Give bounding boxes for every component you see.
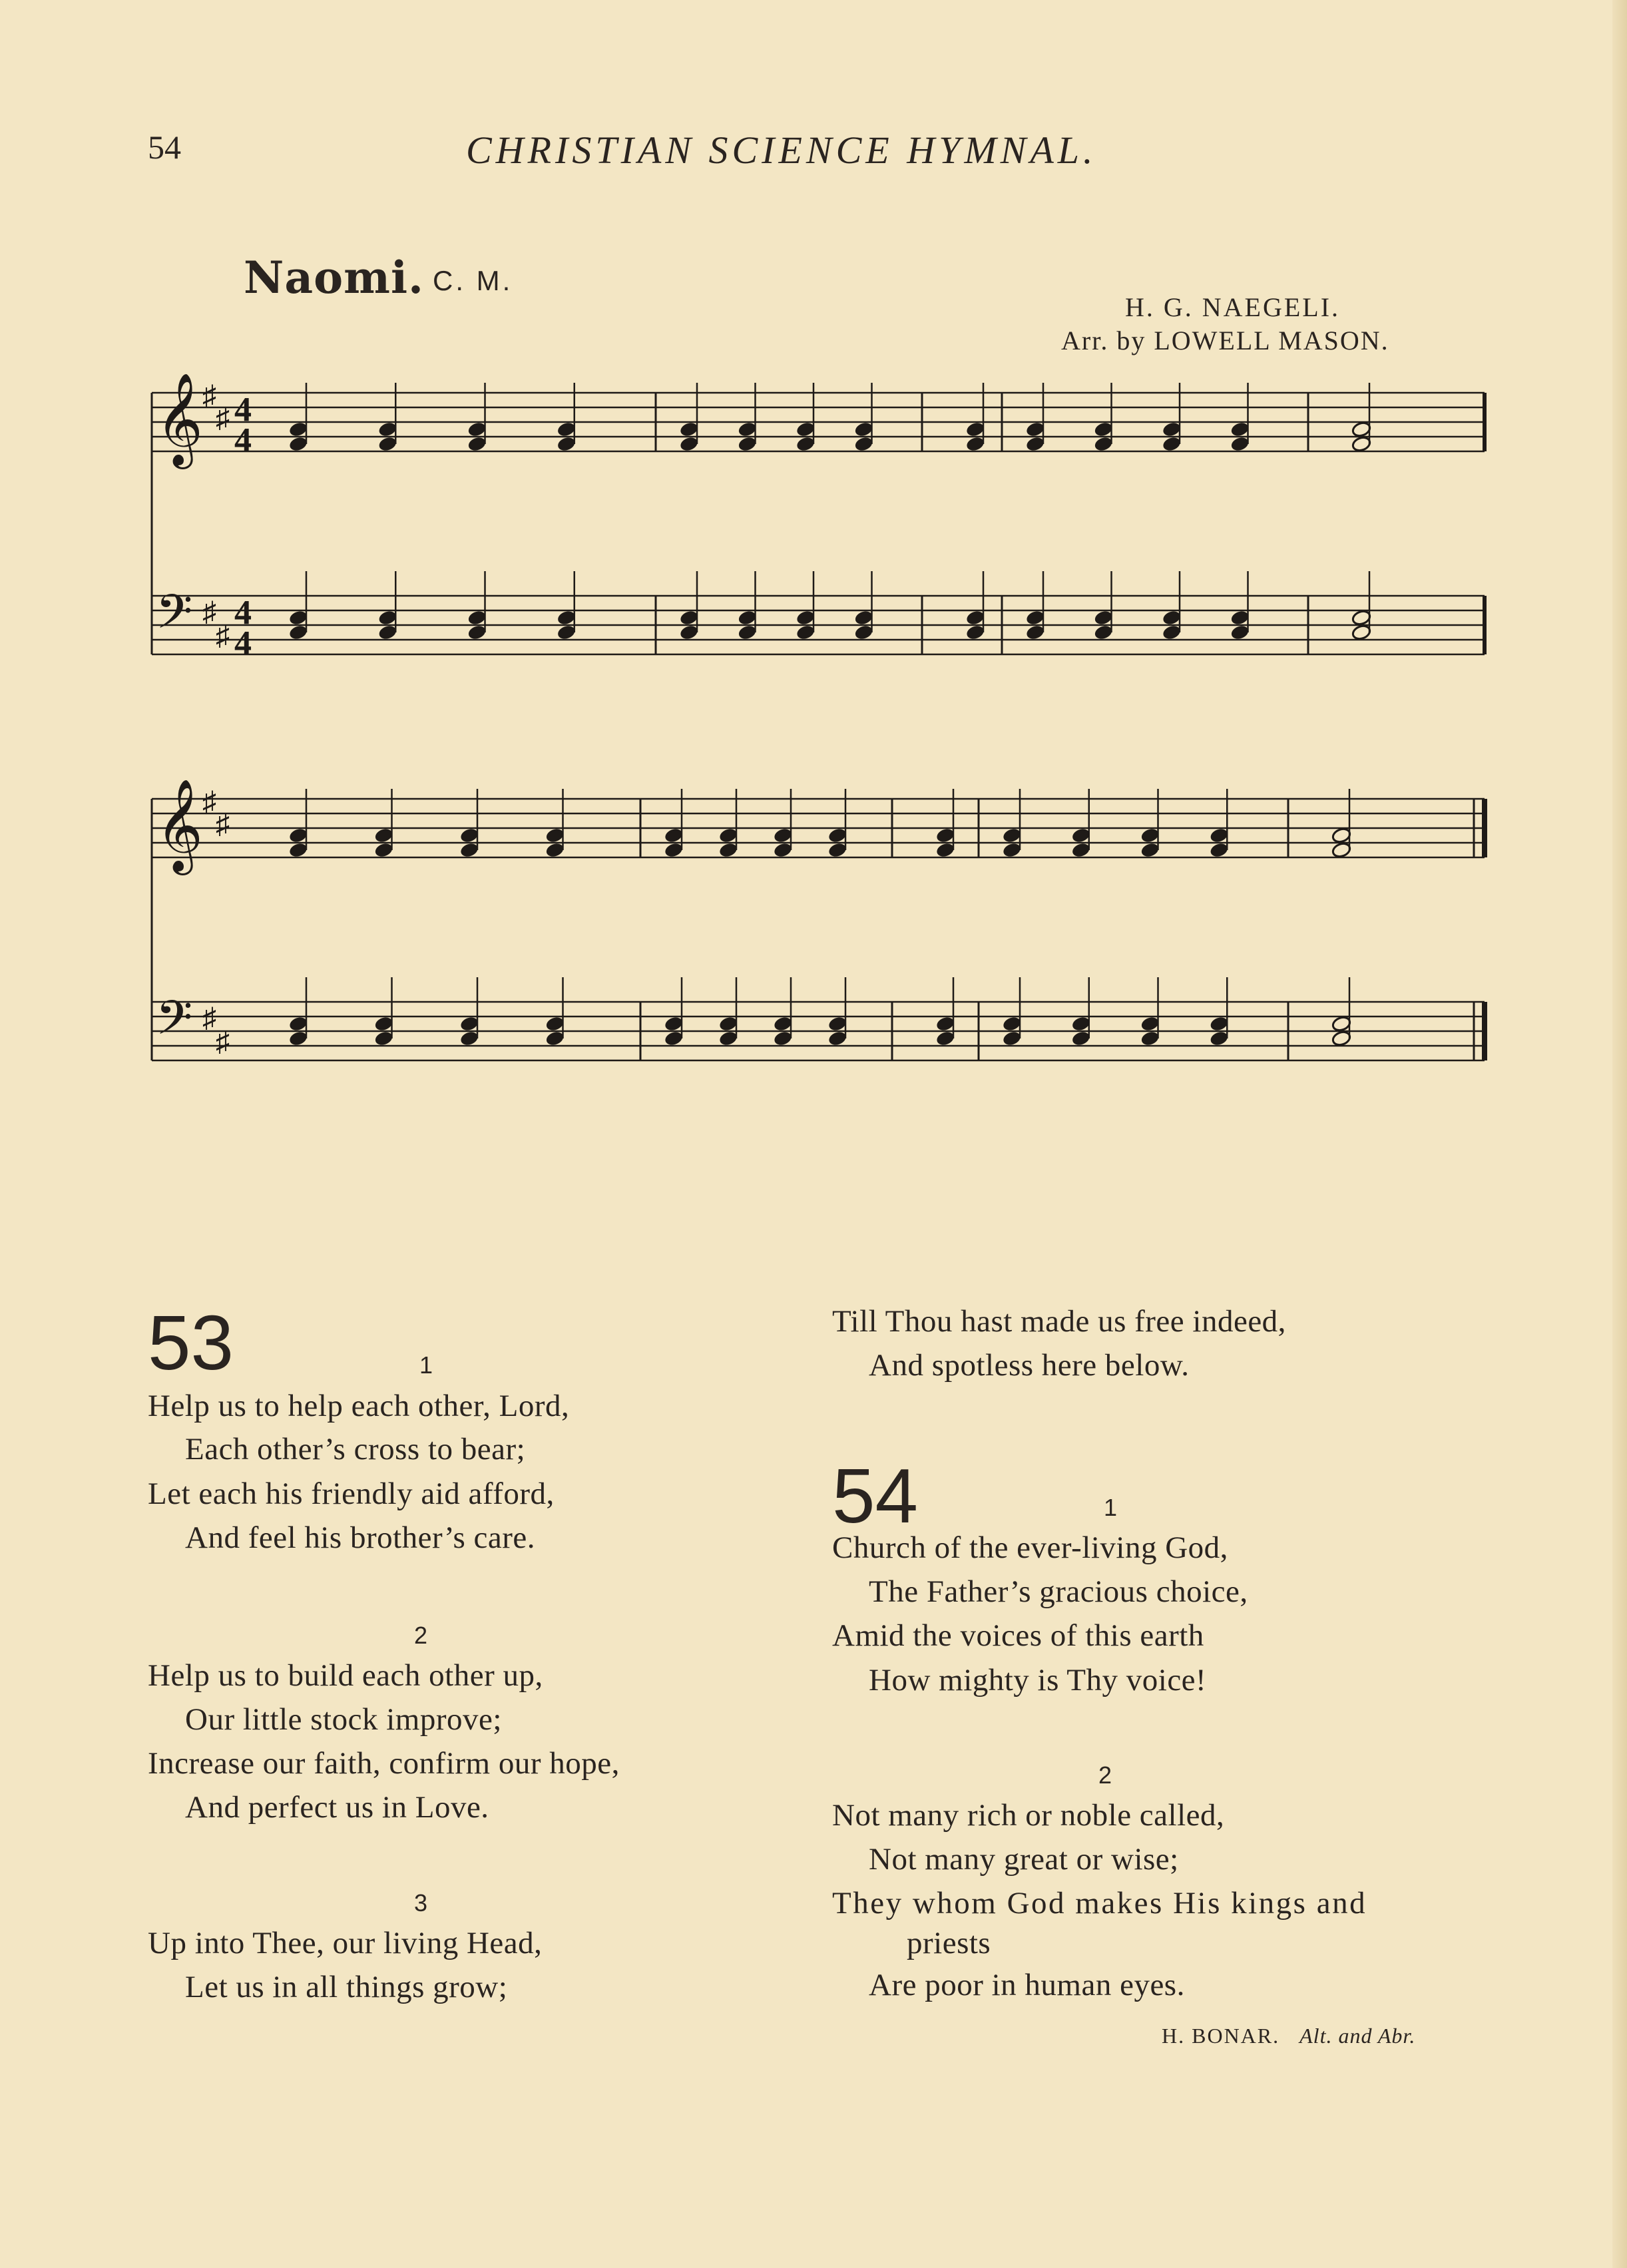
note-head (1093, 421, 1114, 438)
note-head (373, 827, 394, 844)
note-head (1331, 827, 1352, 844)
note-head (796, 609, 816, 626)
note-head (1070, 1030, 1091, 1047)
note-head (737, 624, 758, 641)
note-head (1002, 827, 1023, 844)
verse-line: Our little stock improve; (185, 1702, 502, 1737)
note-head (965, 421, 986, 438)
note-head (718, 841, 739, 859)
verse-number: 2 (1098, 1761, 1112, 1789)
note-head (288, 624, 309, 641)
verse-line: Help us to help each other, Lord, (148, 1389, 570, 1423)
note-head (1093, 435, 1114, 453)
verse-line: And spotless here below. (869, 1348, 1190, 1383)
note-head (679, 624, 700, 641)
page-number: 54 (148, 128, 181, 166)
note-head (459, 1015, 480, 1032)
verse-line: priests (907, 1926, 991, 1960)
note-head (1025, 624, 1046, 641)
treble-clef: 𝄞 (156, 779, 203, 871)
verse-line: Up into Thee, our living Head, (148, 1926, 543, 1960)
key-sharp: ♯ (216, 621, 230, 652)
bass-clef: 𝄢 (156, 584, 193, 651)
note-head (935, 827, 956, 844)
key-sharp: ♯ (216, 809, 230, 840)
note-head (545, 1015, 565, 1032)
note-head (1331, 841, 1352, 859)
note-head (377, 609, 398, 626)
note-head (377, 624, 398, 641)
treble-clef: 𝄞 (156, 373, 203, 465)
note-head (1351, 421, 1372, 438)
verse-line: Church of the ever-living God, (832, 1530, 1228, 1565)
note-head (1002, 841, 1023, 859)
music-score (0, 0, 1627, 1132)
note-head (796, 421, 816, 438)
note-head (965, 624, 986, 641)
hymn-credit (1162, 2024, 1415, 2048)
verse-line: How mighty is Thy voice! (869, 1663, 1207, 1698)
note-head (737, 609, 758, 626)
verse-line: Each other’s cross to bear; (185, 1432, 526, 1467)
hymn-number-53: 53 (148, 1299, 234, 1386)
note-head (373, 1015, 394, 1032)
note-head (853, 609, 874, 626)
note-head (1230, 435, 1250, 453)
note-head (556, 609, 577, 626)
time-signature-top: 4 (234, 594, 252, 632)
note-head (288, 421, 309, 438)
note-head (1162, 421, 1182, 438)
key-sharp: ♯ (202, 787, 216, 817)
note-head (853, 421, 874, 438)
credit-author: H. BONAR. (1162, 2024, 1280, 2048)
note-head (556, 421, 577, 438)
note-head (827, 841, 848, 859)
note-head (1230, 421, 1250, 438)
note-head (853, 624, 874, 641)
note-head (467, 435, 487, 453)
key-sharp: ♯ (202, 1003, 216, 1034)
key-sharp: ♯ (216, 403, 230, 434)
note-head (1230, 624, 1250, 641)
verse-number: 1 (1104, 1494, 1118, 1521)
note-head (664, 1030, 684, 1047)
note-head (718, 827, 739, 844)
key-sharp: ♯ (202, 597, 216, 628)
note-head (1162, 609, 1182, 626)
note-head (679, 435, 700, 453)
verse-line: Let each his friendly aid afford, (148, 1476, 555, 1511)
note-head (556, 435, 577, 453)
note-head (459, 841, 480, 859)
note-head (664, 1015, 684, 1032)
note-head (288, 827, 309, 844)
time-signature-bottom: 4 (234, 421, 252, 459)
time-signature-bottom: 4 (234, 624, 252, 662)
note-head (1140, 1015, 1160, 1032)
hymn-number-54: 54 (832, 1453, 919, 1539)
key-sharp: ♯ (216, 1027, 230, 1058)
note-head (737, 421, 758, 438)
note-head (718, 1015, 739, 1032)
note-head (935, 1030, 956, 1047)
note-head (288, 609, 309, 626)
note-head (773, 841, 794, 859)
note-head (288, 841, 309, 859)
note-head (288, 435, 309, 453)
note-head (1162, 435, 1182, 453)
note-head (1025, 609, 1046, 626)
note-head (679, 609, 700, 626)
note-head (1351, 624, 1372, 641)
note-head (1331, 1030, 1352, 1047)
note-head (773, 827, 794, 844)
note-head (1025, 421, 1046, 438)
verse-line: They whom God makes His kings and (832, 1886, 1367, 1921)
verse-line: Not many great or wise; (869, 1842, 1179, 1877)
note-head (377, 421, 398, 438)
verse-line: Amid the voices of this earth (832, 1618, 1204, 1653)
note-head (459, 827, 480, 844)
tune-name: Naomi. (244, 252, 424, 304)
note-head (1331, 1015, 1352, 1032)
verse-line: And feel his brother’s care. (185, 1520, 536, 1555)
note-head (664, 841, 684, 859)
note-head (1140, 1030, 1160, 1047)
note-head (467, 421, 487, 438)
verse-line: Are poor in human eyes. (869, 1968, 1185, 2002)
note-head (965, 435, 986, 453)
verse-line: Not many rich or noble called, (832, 1798, 1225, 1833)
note-head (773, 1030, 794, 1047)
note-head (373, 841, 394, 859)
note-head (796, 624, 816, 641)
note-head (459, 1030, 480, 1047)
note-head (288, 1030, 309, 1047)
verse-number: 2 (414, 1622, 428, 1649)
note-head (796, 435, 816, 453)
note-head (965, 609, 986, 626)
note-head (467, 624, 487, 641)
book-title: CHRISTIAN SCIENCE HYMNAL. (466, 128, 1097, 172)
key-sharp: ♯ (202, 381, 216, 411)
note-head (827, 827, 848, 844)
note-head (1351, 609, 1372, 626)
note-head (935, 1015, 956, 1032)
note-head (545, 841, 565, 859)
note-head (1140, 841, 1160, 859)
note-head (1070, 1015, 1091, 1032)
note-head (827, 1030, 848, 1047)
note-head (1070, 841, 1091, 859)
arranger-credit: Arr. by LOWELL MASON. (1061, 326, 1389, 355)
verse-number: 1 (419, 1351, 433, 1379)
note-head (1162, 624, 1182, 641)
note-head (1209, 827, 1230, 844)
note-head (1351, 435, 1372, 453)
verse-line: Increase our faith, confirm our hope, (148, 1746, 620, 1781)
tune-meter: C. M. (433, 265, 513, 296)
verse-line: Till Thou hast made us free indeed, (832, 1304, 1286, 1339)
note-head (737, 435, 758, 453)
verse-line: The Father’s gracious choice, (869, 1574, 1248, 1609)
note-head (827, 1015, 848, 1032)
note-head (556, 624, 577, 641)
note-head (935, 841, 956, 859)
bass-clef: 𝄢 (156, 991, 193, 1057)
note-head (679, 421, 700, 438)
note-head (718, 1030, 739, 1047)
note-head (1002, 1015, 1023, 1032)
note-head (373, 1030, 394, 1047)
note-head (545, 1030, 565, 1047)
note-head (853, 435, 874, 453)
verse-number: 3 (414, 1889, 428, 1917)
note-head (545, 827, 565, 844)
note-head (1070, 827, 1091, 844)
composer-credit: H. G. NAEGELI. (1125, 292, 1341, 322)
note-head (1002, 1030, 1023, 1047)
credit-note: Alt. and Abr. (1299, 2024, 1416, 2048)
note-head (773, 1015, 794, 1032)
note-head (377, 435, 398, 453)
note-head (1025, 435, 1046, 453)
note-head (1093, 624, 1114, 641)
note-head (1209, 1015, 1230, 1032)
note-head (1093, 609, 1114, 626)
note-head (664, 827, 684, 844)
note-head (1209, 1030, 1230, 1047)
note-head (1209, 841, 1230, 859)
time-signature-top: 4 (234, 391, 252, 429)
note-head (288, 1015, 309, 1032)
verse-line: And perfect us in Love. (185, 1790, 489, 1825)
verse-line: Help us to build each other up, (148, 1658, 543, 1693)
note-head (467, 609, 487, 626)
verse-line: Let us in all things grow; (185, 1970, 508, 2004)
note-head (1230, 609, 1250, 626)
note-head (1140, 827, 1160, 844)
